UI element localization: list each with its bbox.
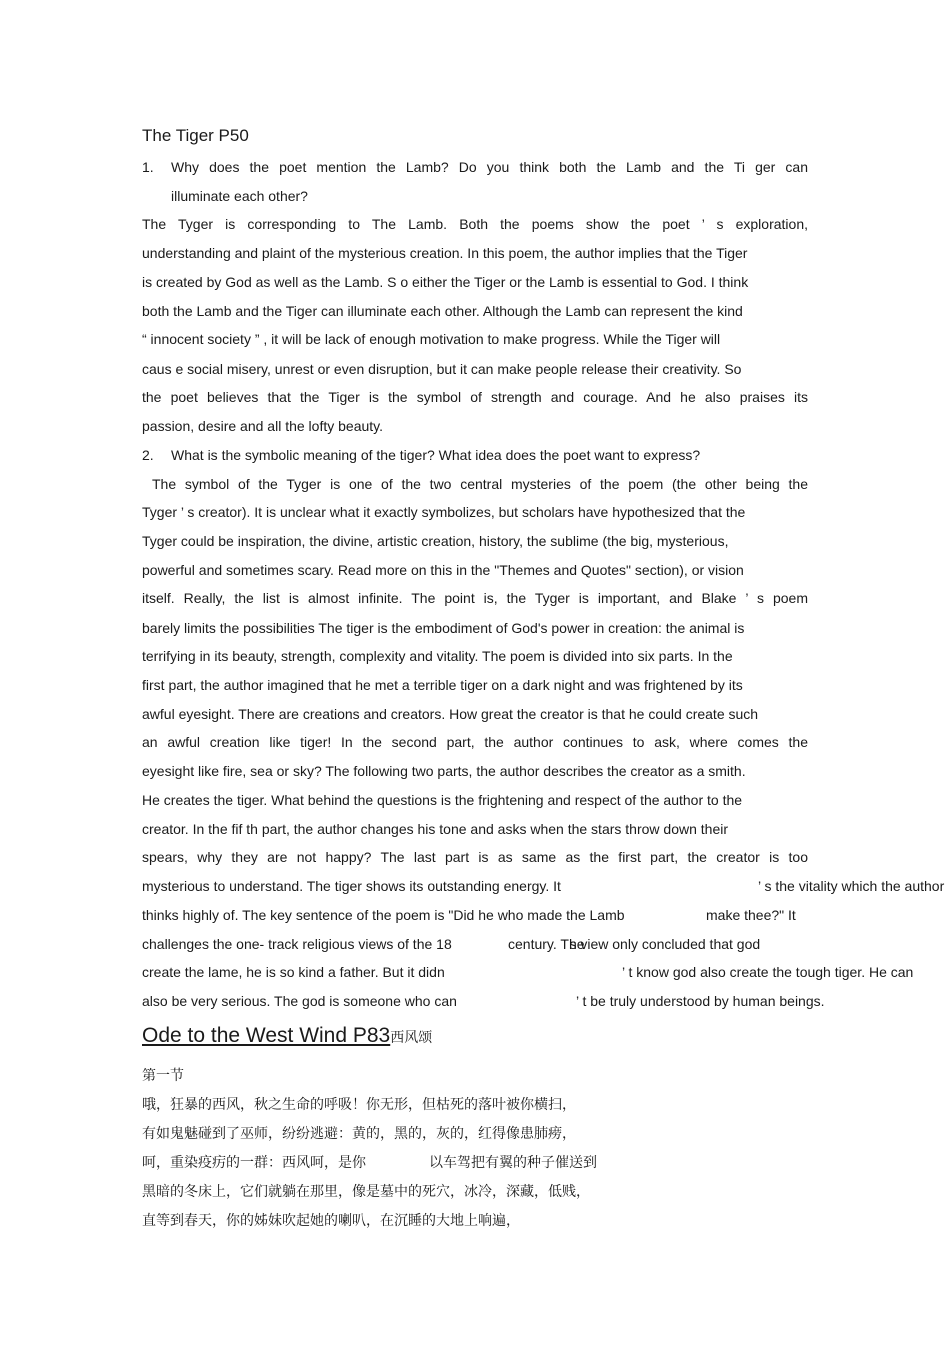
answer-2-line: spears, why they are not happy? The last part is as same as the first part, the creator is too [142,849,808,865]
answer-2-line: terrifying in its beauty, strength, complexity and vitality. The poem is divided into six parts. In the [142,648,733,664]
answer-2-line: powerful and sometimes scary. Read more on this in the "Themes and Quotes" section), or vision [142,562,744,578]
answer-1-line: caus e social misery, unrest or even disruption, but it can make people release their creativity. So [142,361,742,377]
answer-2-tail-fragment: make thee?" It [706,907,796,923]
answer-2-line: Tyger ’ s creator). It is unclear what it exactly symbolizes, but scholars have hypothesized that the [142,504,746,520]
answer-2-line: He creates the tiger. What behind the questions is the frightening and respect of the author to the [142,792,743,808]
answer-2-line: awful eyesight. There are creations and creators. How great the creator is that he could create such [142,706,759,722]
section-title-west-wind-cn: 西风颂 [390,1030,433,1046]
answer-2-tail-fragment: challenges the one- track religious views of the 18 [142,936,452,952]
question-2-text: What is the symbolic meaning of the tiger? What idea does the poet want to express? [171,447,701,463]
poem-line: 黑暗的冬床上，它们就躺在那里，像是墓中的死穴，冰冷，深藏，低贱， [142,1184,590,1200]
section-title-west-wind-text: Ode to the West Wind P83 [142,1024,391,1047]
answer-1-line: “ innocent society ” , it will be lack of enough motivation to make progress. While the Tiger will [142,331,721,347]
answer-2-line: creator. In the fif th part, the author changes his tone and asks when the stars throw down their [142,821,729,837]
question-1-line-2: illuminate each other? [171,188,308,204]
answer-2-tail-fragment: also be very serious. The god is someone who can [142,993,457,1009]
answer-2-tail-fragment: century. The [508,936,585,952]
question-2-number: 2. [142,447,154,463]
answer-2-tail-fragment: mysterious to understand. The tiger shows its outstanding energy. It [142,878,561,894]
answer-2-line: Tyger could be inspiration, the divine, artistic creation, history, the sublime (the big, mysterious, [142,533,729,549]
poem-line: 有如鬼魅碰到了巫师，纷纷逃避：黄的，黑的，灰的，红得像患肺痨， [142,1126,576,1142]
answer-2-line: an awful creation like tiger! In the second part, the author continues to ask, where comes the [142,734,808,750]
section-title-tiger: The Tiger P50 [142,126,249,145]
answer-2-line: barely limits the possibilities The tiger is the embodiment of God's power in creation: the animal is [142,620,745,636]
answer-2-tail-fragment: ’ s the vitality which the author [758,878,945,894]
answer-2-tail-fragment: thinks highly of. The key sentence of the poem is "Did he who made the Lamb [142,907,625,923]
answer-2-tail-fragment: ’ t know god also create the tough tiger. He can [622,964,914,980]
section-title-west-wind [142,1022,432,1052]
answer-2-line: first part, the author imagined that he met a terrible tiger on a dark night and was frightened by its [142,677,743,693]
poem-line: 直等到春天，你的姊妹吹起她的喇叭，在沉睡的大地上响遍， [142,1213,520,1229]
question-1-line-1: Why does the poet mention the Lamb? Do you think both the Lamb and the Ti ger can [171,159,808,175]
answer-2-line: itself. Really, the list is almost infinite. The point is, the Tyger is important, and Blake ’ s poem [142,590,808,606]
answer-2-tail-fragment: ’ s view only concluded that god [563,936,761,952]
answer-1-line: passion, desire and all the lofty beauty. [142,418,384,434]
answer-2-line: The symbol of the Tyger is one of the two central mysteries of the poem (the other being the [152,476,808,492]
question-1-number: 1. [142,159,154,175]
answer-1-line: The Tyger is corresponding to The Lamb. Both the poems show the poet ’ s exploration, [142,216,808,232]
answer-1-line: understanding and plaint of the mysterious creation. In this poem, the author implies that the Tiger [142,245,748,261]
poem-line-tail: 以车驾把有翼的种子催送到 [429,1155,597,1171]
answer-2-line: eyesight like fire, sea or sky? The following two parts, the author describes the creator as a smith. [142,763,746,779]
answer-1-line: is created by God as well as the Lamb. S o either the Tiger or the Lamb is essential to God. I think [142,274,749,290]
stanza-label: 第一节 [142,1068,184,1084]
answer-1-line: the poet believes that the Tiger is the symbol of strength and courage. And he also praises its [142,389,808,405]
poem-line: 呵，重染疫疠的一群：西风呵，是你 [142,1155,366,1171]
answer-1-line: both the Lamb and the Tiger can illuminate each other. Although the Lamb can represent the kind [142,303,743,319]
answer-2-tail-fragment: ’ t be truly understood by human beings. [576,993,825,1009]
poem-line: 哦，狂暴的西风，秋之生命的呼吸！你无形，但枯死的落叶被你横扫， [142,1097,576,1113]
answer-2-tail-fragment: create the lame, he is so kind a father. But it didn [142,964,445,980]
